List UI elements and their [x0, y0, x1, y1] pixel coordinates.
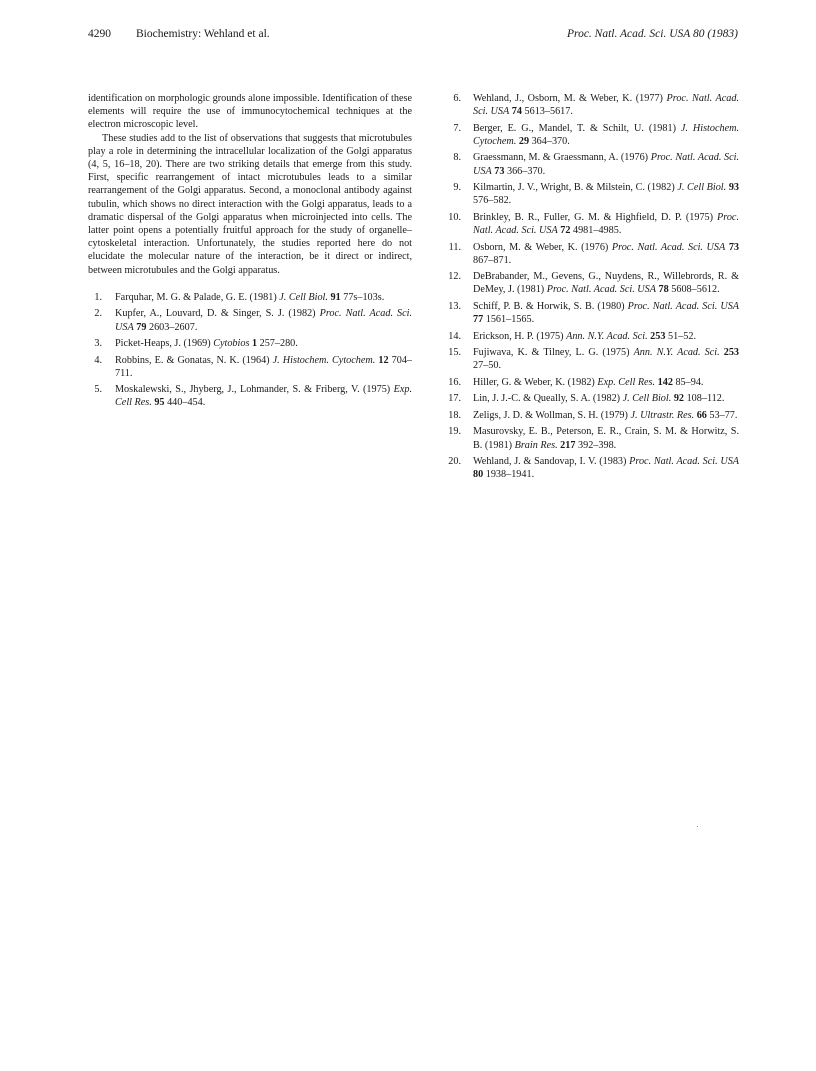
reference-volume: 253: [723, 347, 739, 359]
reference-pages: 4981–4985.: [572, 225, 622, 237]
reference-item: [444, 330, 739, 343]
reference-number: 17.: [448, 393, 461, 405]
reference-item: [444, 392, 739, 405]
reference-authors: Farquhar, M. G. & Palade, G. E. (1981): [115, 291, 277, 303]
reference-authors: DeBrabander, M., Gevens, G., Nuydens, R., Willebrords, R. & DeMey, J. (1981): [473, 271, 739, 296]
reference-pages: 364–370.: [531, 135, 570, 147]
reference-authors: Masurovsky, E. B., Peterson, E. R., Crain, S. M. & Horwitz, S. B. (1981): [473, 426, 739, 451]
reference-journal: Proc. Natl. Acad. Sci. USA: [473, 93, 740, 118]
reference-journal: J. Cell Biol.: [622, 393, 672, 405]
reference-volume: 95: [154, 397, 165, 409]
reference-journal: Ann. N.Y. Acad. Sci.: [566, 330, 648, 342]
reference-authors: Moskalewski, S., Jhyberg, J., Lohmander, S. & Friberg, V. (1975): [115, 384, 391, 396]
reference-number: 19.: [448, 426, 461, 438]
reference-item: [444, 92, 739, 118]
journal-citation: Proc. Natl. Acad. Sci. USA 80 (1983): [567, 28, 738, 40]
reference-authors: Picket-Heaps, J. (1969): [115, 338, 211, 350]
reference-item: [88, 291, 412, 304]
reference-volume: 91: [330, 291, 341, 303]
reference-journal: J. Ultrastr. Res.: [630, 409, 695, 421]
reference-journal: Proc. Natl. Acad. Sci. USA: [629, 456, 740, 468]
page-number: 4290: [88, 28, 111, 40]
reference-journal: Proc. Natl. Acad. Sci. USA: [115, 308, 413, 333]
reference-authors: Schiff, P. B. & Horwik, S. B. (1980): [473, 300, 625, 312]
reference-volume: 66: [696, 409, 707, 421]
reference-pages: 5613–5617.: [524, 106, 573, 118]
reference-number: 9.: [453, 182, 461, 194]
reference-volume: 73: [728, 241, 739, 253]
reference-number: 1.: [94, 291, 102, 303]
reference-pages: 440–454.: [167, 397, 206, 409]
reference-item: [444, 455, 739, 481]
right-column: [444, 92, 739, 485]
reference-journal: Cytobios: [213, 338, 250, 350]
reference-authors: Berger, E. G., Mandel, T. & Schilt, U. (1981): [473, 122, 676, 134]
reference-journal: Proc. Natl. Acad. Sci. USA: [473, 211, 739, 237]
reference-pages: 51–52.: [668, 330, 697, 342]
reference-number: 7.: [453, 122, 461, 134]
reference-pages: 27–50.: [473, 360, 502, 372]
left-column: [88, 92, 412, 413]
body-paragraph: identification on morphologic grounds alone impossible. Identification of these elements will require the use of immunocytochemical techniques at the electron microscopic level.: [88, 93, 412, 131]
reference-volume: 92: [673, 393, 685, 405]
reference-item: [444, 151, 739, 177]
reference-journal: J. Cell Biol.: [677, 182, 727, 194]
reference-authors: Fujiwava, K. & Tilney, L. G. (1975): [473, 347, 630, 359]
reference-number: 20.: [448, 456, 461, 468]
reference-journal: Proc. Natl. Acad. Sci. USA: [611, 241, 726, 253]
reference-volume: 79: [136, 321, 147, 333]
reference-journal: Proc. Natl. Acad. Sci. USA: [546, 284, 656, 296]
reference-pages: 1561–1565.: [485, 314, 535, 326]
reference-number: 4.: [94, 354, 102, 366]
reference-number: 13.: [448, 300, 461, 312]
reference-authors: Erickson, H. P. (1975): [473, 330, 564, 342]
reference-item: [444, 300, 739, 326]
reference-journal: J. Histochem. Cytochem.: [473, 122, 740, 147]
reference-item: [444, 270, 739, 296]
reference-item: [88, 383, 412, 409]
reference-number: 10.: [448, 211, 461, 223]
reference-authors: Robbins, E. & Gonatas, N. K. (1964): [115, 354, 270, 366]
reference-pages: 2603–2607.: [148, 321, 198, 333]
reference-authors: Osborn, M. & Weber, K. (1976): [473, 241, 609, 253]
reference-item: [88, 337, 412, 350]
reference-pages: 5608–5612.: [671, 284, 720, 296]
reference-number: 14.: [448, 330, 461, 342]
reference-pages: 257–280.: [259, 338, 298, 350]
reference-pages: 392–398.: [578, 439, 617, 451]
running-title: Biochemistry: Wehland et al.: [136, 28, 270, 40]
reference-item: [444, 376, 739, 389]
reference-pages: 53–77.: [709, 409, 738, 421]
reference-list: [88, 291, 412, 410]
reference-number: 18.: [448, 409, 461, 421]
reference-volume: 1: [251, 338, 258, 350]
reference-journal: J. Histochem. Cytochem.: [272, 354, 376, 366]
reference-authors: Wehland, J. & Sandovap, I. V. (1983): [473, 456, 627, 468]
reference-authors: Hiller, G. & Weber, K. (1982): [473, 376, 595, 388]
reference-journal: Brain Res.: [514, 439, 558, 451]
reference-journal: Proc. Natl. Acad. Sci. USA: [627, 300, 740, 312]
reference-item: [88, 354, 412, 380]
reference-number: 5.: [94, 384, 102, 396]
reference-item: [444, 409, 739, 422]
reference-number: 3.: [94, 338, 102, 350]
reference-item: [444, 122, 739, 148]
reference-number: 11.: [448, 241, 461, 253]
reference-pages: 77s–103s.: [343, 291, 385, 303]
reference-journal: J. Cell Biol.: [279, 291, 328, 303]
reference-pages: 704–711.: [115, 354, 412, 379]
reference-authors: Kupfer, A., Louvard, D. & Singer, S. J. (1982): [115, 308, 316, 320]
body-paragraph: These studies add to the list of observations that suggests that microtubules play a role in determining the intracellular localization of the Golgi apparatus (4, 5, 16–18, 20). There are two striking details that emerge from this study. First, specific rearrangement of intact microtubules leads to a similar rearrangement of the Golgi apparatus. Second, a monoclonal antibody against tubulin, which shows no direct interaction with the Golgi apparatus, leads to a dramatic dispersal of the Golgi apparatus when microinjected into cells. The latter point opens a potentially fruitful approach for the study of organelle–cytoskeletal interaction. Unfortunately, the studies reported here do not elucidate the molecular nature of the interaction, be it direct or indirect, between microtubules and the Golgi apparatus.: [88, 132, 412, 276]
reference-pages: 108–112.: [686, 393, 725, 405]
reference-volume: 72: [560, 225, 571, 237]
reference-journal: Proc. Natl. Acad. Sci. USA: [473, 152, 740, 177]
reference-pages: 1938–1941.: [485, 469, 535, 481]
reference-item: [444, 425, 739, 451]
reference-item: [444, 241, 739, 267]
reference-number: 16.: [448, 376, 461, 388]
reference-volume: 142: [657, 376, 673, 388]
reference-volume: 78: [658, 284, 669, 296]
reference-list: [444, 92, 739, 481]
reference-authors: Graessmann, M. & Graessmann, A. (1976): [473, 152, 649, 164]
reference-volume: 77: [473, 314, 484, 326]
reference-pages: 867–871.: [473, 254, 512, 266]
reference-journal: Exp. Cell Res.: [597, 376, 656, 388]
reference-journal: Ann. N.Y. Acad. Sci.: [633, 347, 720, 359]
reference-number: 6.: [453, 93, 461, 104]
reference-authors: Wehland, J., Osborn, M. & Weber, K. (1977): [473, 93, 663, 104]
reference-number: 12.: [448, 271, 461, 283]
reference-authors: Brinkley, B. R., Fuller, G. M. & Highfield, D. P. (1975): [473, 211, 714, 223]
reference-volume: 217: [560, 439, 576, 451]
reference-volume: 253: [650, 330, 666, 342]
reference-number: 8.: [453, 152, 461, 164]
reference-item: [444, 181, 739, 207]
reference-authors: Lin, J. J.-C. & Queally, S. A. (1982): [473, 393, 621, 405]
reference-pages: 366–370.: [506, 165, 546, 177]
reference-pages: 576–582.: [473, 195, 512, 207]
reference-item: [444, 346, 739, 372]
reference-authors: Kilmartin, J. V., Wright, B. & Milstein, C. (1982): [473, 182, 675, 194]
reference-item: [444, 211, 739, 237]
scan-speck: [697, 826, 698, 827]
reference-volume: 73: [494, 165, 505, 177]
page-header: [88, 26, 738, 42]
reference-authors: Zeligs, J. D. & Wollman, S. H. (1979): [473, 409, 628, 421]
reference-volume: 29: [518, 135, 530, 147]
reference-volume: 12: [378, 354, 389, 366]
reference-journal: Exp. Cell Res.: [115, 384, 413, 409]
reference-pages: 85–94.: [675, 376, 704, 388]
reference-item: [88, 307, 412, 333]
reference-volume: 80: [473, 469, 484, 481]
reference-volume: 74: [511, 106, 522, 118]
reference-volume: 93: [728, 182, 740, 194]
reference-number: 2.: [94, 308, 102, 320]
reference-number: 15.: [448, 347, 461, 359]
